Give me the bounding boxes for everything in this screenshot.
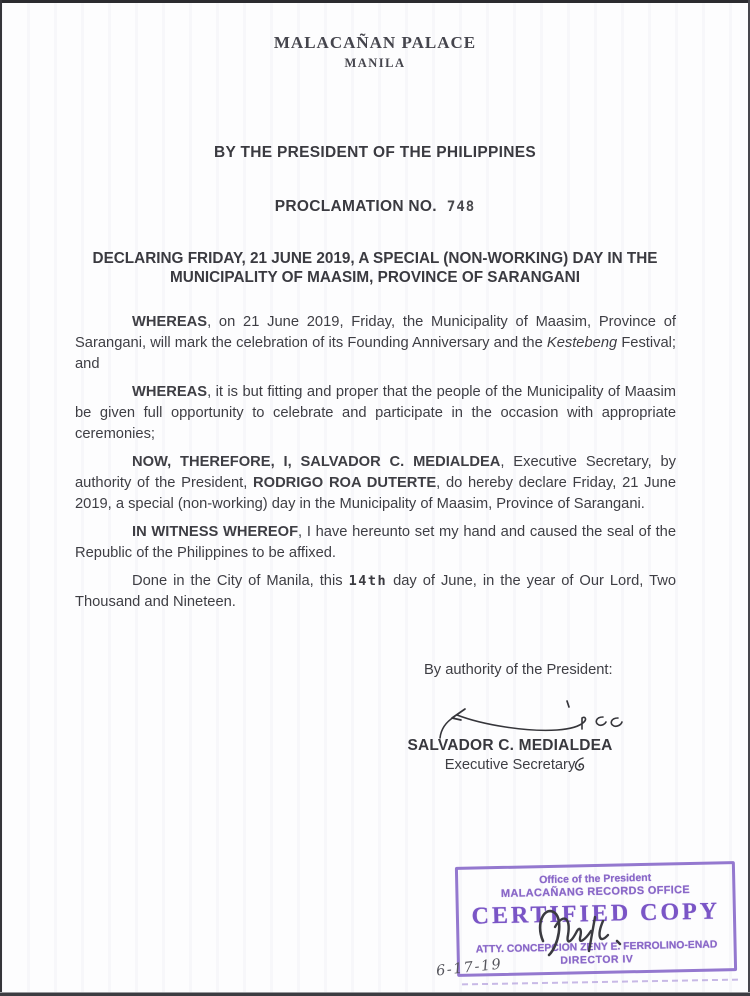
scan-edge-top <box>0 0 750 3</box>
letterhead-city: MANILA <box>344 56 406 70</box>
stamp-attorney-line: ATTY. CONCEPCION ZENY E. FERROLINO-ENAD <box>475 939 718 956</box>
letterhead-palace: MALACAÑAN PALACE <box>273 33 477 52</box>
stamp-signature <box>525 893 640 963</box>
stamp-ink-smudge <box>462 979 738 986</box>
signatory-title: Executive Secretary <box>444 757 576 773</box>
proclamation-label: PROCLAMATION NO. <box>274 198 437 215</box>
document-title <box>55 249 695 287</box>
secretary-initial-mark <box>570 755 590 775</box>
body-paragraph: NOW, THEREFORE, I, SALVADOR C. MEDIALDEA, Executive Secretary, by authority of the President, RODRIGO ROA DUTERTE, do hereby declare Friday, 21 June 2019, a special (non-working) day in the Municipality of Maasim, Province of Sarangani. <box>75 454 677 512</box>
document-title-line2: MUNICIPALITY OF MAASIM, PROVINCE OF SARANGANI <box>170 269 580 286</box>
body-paragraph: WHEREAS, it is but fitting and proper that the people of the Municipality of Maasim be given full opportunity to celebrate and participate in the occasion with appropriate ceremonies; <box>75 384 676 442</box>
authority-line: By authority of the President: <box>424 662 613 678</box>
signatory-name: SALVADOR C. MEDIALDEA <box>407 737 613 754</box>
letterhead <box>0 33 750 71</box>
body-paragraph: Done in the City of Manila, this 14th day of June, in the year of Our Lord, Two Thousand and Nineteen. <box>75 573 676 610</box>
issuer-line: BY THE PRESIDENT OF THE PHILIPPINES <box>214 144 536 161</box>
body-paragraph: IN WITNESS WHEREOF, I have hereunto set my hand and caused the seal of the Republic of the Philippines to be affixed. <box>75 524 677 561</box>
stamp-director-line: DIRECTOR IV <box>560 953 634 967</box>
proclamation-number: 748 <box>446 199 476 215</box>
stamp-office-line1: Office of the President <box>539 871 652 887</box>
body-paragraph: WHEREAS, on 21 June 2019, Friday, the Municipality of Maasim, Province of Sarangani, will mark the celebration of its Founding Anniversary and the Kestebeng Festival; and <box>75 314 676 372</box>
proclamation-heading <box>0 198 750 216</box>
document-title-line1: DECLARING FRIDAY, 21 JUNE 2019, A SPECIAL (NON-WORKING) DAY IN THE <box>92 250 658 267</box>
handwritten-date: 6-17-19 <box>435 956 504 980</box>
stamp-office-line2: MALACAÑANG RECORDS OFFICE <box>500 884 691 900</box>
stamp-certified-copy: CERTIFIED COPY <box>471 898 721 930</box>
document-body <box>75 312 676 620</box>
